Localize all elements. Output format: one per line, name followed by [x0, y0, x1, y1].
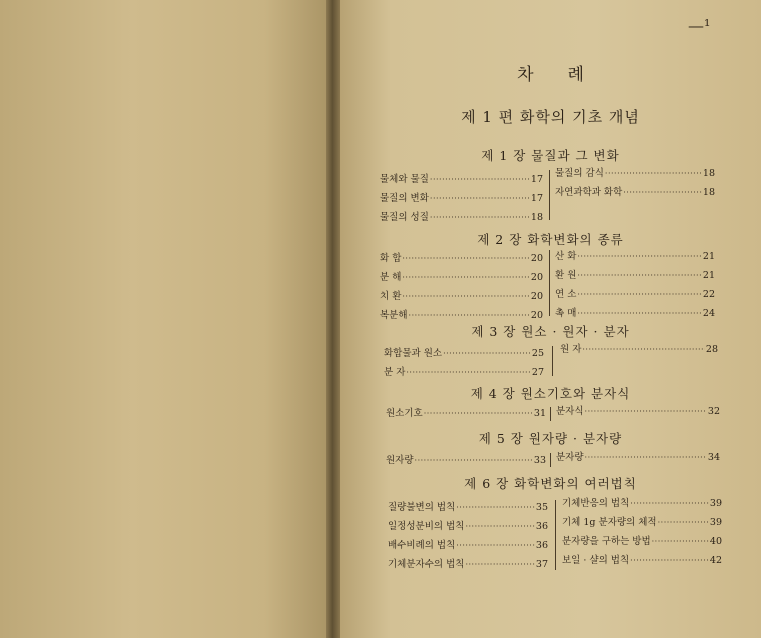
leader-dots: [577, 304, 702, 323]
toc-column-right: [556, 448, 720, 467]
entry-page: 18: [702, 168, 715, 179]
toc-entry: [384, 344, 544, 363]
entry-page: 36: [535, 540, 548, 551]
entry-page: 31: [533, 408, 546, 419]
toc-column-right: [555, 247, 715, 323]
chapter-heading: 제 4 장 원소기호와 분자식: [470, 386, 631, 401]
toc-entry: [380, 287, 543, 306]
entry-title: 연 소: [555, 289, 577, 300]
toc-column-right: [560, 340, 718, 359]
entry-page: 40: [709, 536, 722, 547]
entry-page: 28: [705, 344, 718, 355]
toc-entry: [388, 498, 548, 517]
entry-title: 원자량: [386, 455, 414, 466]
toc-entry: [555, 304, 715, 323]
entry-title: 분자량: [556, 452, 584, 463]
entry-page: 22: [702, 289, 715, 300]
leader-dots: [402, 249, 530, 268]
leader-dots: [424, 404, 533, 423]
column-divider: [549, 170, 550, 220]
entry-page: 21: [702, 251, 715, 262]
leader-dots: [465, 517, 534, 536]
entry-page: 20: [530, 310, 543, 321]
entry-title: 원 자: [560, 344, 582, 355]
entry-page: 32: [707, 406, 720, 417]
entry-title: 분자식: [556, 406, 584, 417]
leader-dots: [585, 402, 707, 421]
toc-entry: [388, 517, 548, 536]
entry-page: 17: [530, 193, 543, 204]
toc-entry: [388, 555, 548, 574]
toc-entry: [380, 249, 543, 268]
part-heading: 제 1 편 화학의 기초 개념: [461, 108, 640, 126]
entry-title: 배수비례의 법칙: [388, 540, 456, 551]
toc-column-left: [388, 498, 548, 574]
toc-entry: [380, 170, 543, 189]
leader-dots: [623, 183, 702, 202]
entry-page: 20: [530, 272, 543, 283]
entry-page: 35: [535, 502, 548, 513]
column-divider: [550, 453, 551, 467]
leader-dots: [658, 513, 709, 532]
entry-title: 물질의 변화: [380, 193, 429, 204]
toc-entry: [384, 363, 544, 382]
entry-title: 환 원: [555, 270, 577, 281]
entry-page: 18: [702, 187, 715, 198]
entry-title: 복분해: [380, 310, 408, 321]
entry-title: 물질의 성질: [380, 212, 429, 223]
entry-page: 20: [530, 291, 543, 302]
toc-entry: [555, 285, 715, 304]
entry-title: 화 합: [380, 253, 402, 264]
entry-title: 치 환: [380, 291, 402, 302]
leader-dots: [630, 551, 709, 570]
toc-column-right: [562, 494, 722, 570]
toc-entry: [388, 536, 548, 555]
chapter-heading: 제 2 장 화학변화의 종류: [477, 232, 624, 247]
chapter-heading: 제 3 장 원소 · 원자 · 분자: [471, 324, 630, 339]
entry-title: 촉 매: [555, 308, 577, 319]
leader-dots: [577, 247, 702, 266]
leader-dots: [577, 285, 702, 304]
toc-column-right: [555, 164, 715, 202]
column-divider: [550, 407, 551, 421]
leader-dots: [456, 498, 535, 517]
entry-page: 33: [533, 455, 546, 466]
entry-title: 분 자: [384, 367, 406, 378]
toc-column-left: [380, 170, 543, 227]
chapter-heading: 제 5 장 원자량 · 분자량: [478, 431, 623, 446]
entry-page: 18: [530, 212, 543, 223]
entry-page: 34: [707, 452, 720, 463]
entry-page: 36: [535, 521, 548, 532]
entry-title: 기체반응의 법칙: [562, 498, 630, 509]
toc-column-left: [386, 451, 546, 470]
toc-entry: [556, 448, 720, 467]
entry-title: 자연과학과 화학: [555, 187, 623, 198]
toc-entry: [380, 189, 543, 208]
toc-entry: [562, 494, 722, 513]
page-mark: —¹: [688, 16, 711, 35]
entry-page: 20: [530, 253, 543, 264]
entry-page: 24: [702, 308, 715, 319]
toc-entry: [380, 208, 543, 227]
leader-dots: [585, 448, 707, 467]
column-divider: [552, 346, 553, 376]
entry-page: 39: [709, 517, 722, 528]
leader-dots: [406, 363, 531, 382]
toc-entry: [556, 402, 720, 421]
toc-entry: [555, 247, 715, 266]
entry-title: 물질의 감식: [555, 168, 604, 179]
toc-entry: [560, 340, 718, 359]
entry-title: 분 해: [380, 272, 402, 283]
toc-entry: [555, 266, 715, 285]
leader-dots: [652, 532, 709, 551]
toc-entry: [380, 268, 543, 287]
entry-page: 25: [531, 348, 544, 359]
toc-entry: [562, 551, 722, 570]
entry-page: 27: [531, 367, 544, 378]
entry-title: 분자량을 구하는 방법: [562, 536, 651, 547]
toc-column-left: [380, 249, 543, 325]
leader-dots: [630, 494, 709, 513]
leader-dots: [577, 266, 702, 285]
leader-dots: [402, 287, 530, 306]
entry-title: 기체분자수의 법칙: [388, 559, 465, 570]
entry-page: 21: [702, 270, 715, 281]
leader-dots: [582, 340, 705, 359]
entry-page: 42: [709, 555, 722, 566]
leader-dots: [605, 164, 702, 183]
leader-dots: [402, 268, 530, 287]
leader-dots: [415, 451, 533, 470]
toc-column-left: [384, 344, 544, 382]
entry-page: 39: [709, 498, 722, 509]
column-divider: [549, 250, 550, 316]
leader-dots: [456, 536, 535, 555]
left-page: [0, 0, 330, 638]
toc-entry: [386, 451, 546, 470]
leader-dots: [430, 189, 530, 208]
leader-dots: [430, 208, 530, 227]
entry-page: 37: [535, 559, 548, 570]
entry-title: 물체와 물질: [380, 174, 429, 185]
toc-entry: [562, 532, 722, 551]
chapter-heading: 제 6 장 화학변화의 여러법칙: [464, 476, 637, 491]
entry-title: 화합물과 원소: [384, 348, 443, 359]
toc-entry: [555, 183, 715, 202]
toc-entry: [555, 164, 715, 183]
toc-entry: [562, 513, 722, 532]
chapter-heading: 제 1 장 물질과 그 변화: [481, 148, 620, 163]
toc-entry: [386, 404, 546, 423]
column-divider: [555, 500, 556, 570]
leader-dots: [443, 344, 531, 363]
entry-title: 원소기호: [386, 408, 423, 419]
entry-title: 기체 1g 분자량의 체적: [562, 517, 657, 528]
entry-title: 보일 · 샬의 법칙: [562, 555, 630, 566]
book-gutter: [326, 0, 340, 638]
toc-column-right: [556, 402, 720, 421]
leader-dots: [430, 170, 530, 189]
entry-page: 17: [530, 174, 543, 185]
leader-dots: [465, 555, 534, 574]
entry-title: 질량불변의 법칙: [388, 502, 456, 513]
toc-column-left: [386, 404, 546, 423]
toc-title: 차례: [517, 65, 618, 85]
entry-title: 산 화: [555, 251, 577, 262]
entry-title: 일정성분비의 법칙: [388, 521, 465, 532]
